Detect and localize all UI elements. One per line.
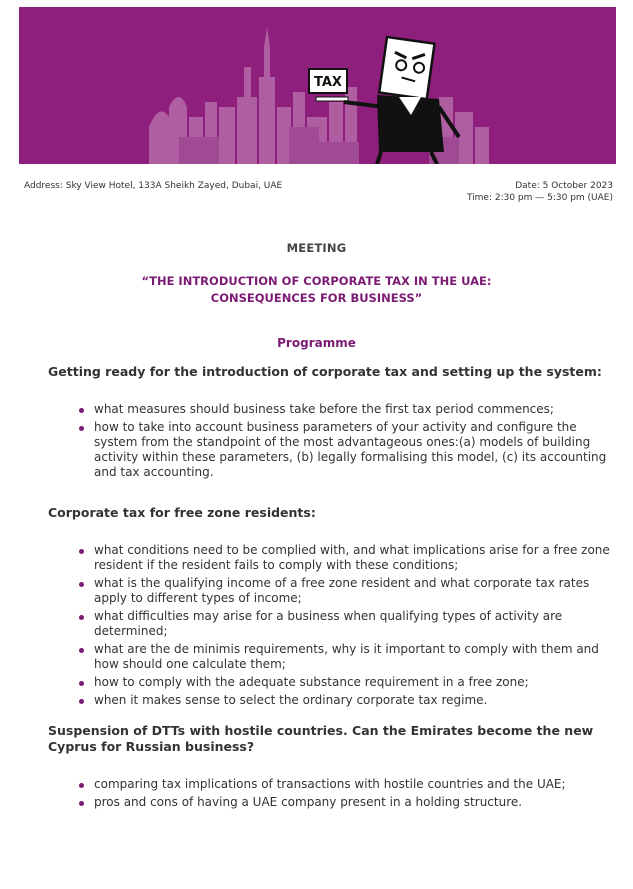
section-list: [48, 543, 618, 708]
section-title: Suspension of DTTs with hostile countries. Can the Emirates become the new Cyprus for Russian business?: [48, 723, 594, 754]
meeting-heading: MEETING: [286, 241, 347, 255]
programme-heading: Programme: [277, 336, 356, 350]
meeting-subject: [0, 273, 633, 307]
list-item: what conditions need to be complied with, and what implications arise for a free zone resident if the resident fails to comply with these conditions;: [48, 543, 618, 573]
bullet-icon: [79, 783, 84, 788]
list-item: how to take into account business parameters of your activity and configure the system from the standpoint of the most advantageous ones:(a) models of building activity within these parameters, (b) legally formalising this model, (c) its accounting and tax accounting.: [48, 420, 618, 480]
event-schedule: [353, 180, 613, 204]
list-item: what are the de minimis requirements, why is it important to comply with them and how should one calculate them;: [48, 642, 618, 672]
bullet-icon: [79, 648, 84, 653]
list-item: what difficulties may arise for a business when qualifying types of activity are determined;: [48, 609, 618, 639]
bullet-icon: [79, 681, 84, 686]
section-list: [48, 777, 618, 810]
event-address: Address: Sky View Hotel, 133A Sheikh Zayed, Dubai, UAE: [24, 181, 283, 191]
section-title: Corporate tax for free zone residents:: [48, 505, 316, 520]
list-item: what is the qualifying income of a free zone resident and what corporate tax rates apply to different types of income;: [48, 576, 618, 606]
event-time: Time: 2:30 pm — 5:30 pm (UAE): [466, 193, 613, 203]
bullet-icon: [79, 549, 84, 554]
section-list: [48, 402, 618, 480]
bullet-icon: [79, 582, 84, 587]
bullet-icon: [79, 426, 84, 431]
tax-sign-label: TAX: [314, 75, 342, 90]
list-item: comparing tax implications of transactions with hostile countries and the UAE;: [48, 777, 618, 792]
bullet-icon: [79, 408, 84, 413]
bullet-icon: [79, 801, 84, 806]
list-item: what measures should business take before the first tax period commences;: [48, 402, 618, 417]
event-date: Date: 5 October 2023: [515, 181, 613, 191]
programme-content: [48, 364, 618, 813]
header-banner: [19, 7, 616, 164]
list-item: when it makes sense to select the ordinary corporate tax regime.: [48, 693, 618, 708]
list-item: how to comply with the adequate substance requirement in a free zone;: [48, 675, 618, 690]
section-title: Getting ready for the introduction of corporate tax and setting up the system:: [48, 364, 602, 379]
subject-line-1: “THE INTRODUCTION OF CORPORATE TAX IN THE UAE:: [141, 274, 492, 288]
bullet-icon: [79, 615, 84, 620]
list-item: pros and cons of having a UAE company present in a holding structure.: [48, 795, 618, 810]
bullet-icon: [79, 699, 84, 704]
subject-line-2: CONSEQUENCES FOR BUSINESS”: [210, 291, 423, 305]
skyline-illustration: [19, 7, 616, 164]
